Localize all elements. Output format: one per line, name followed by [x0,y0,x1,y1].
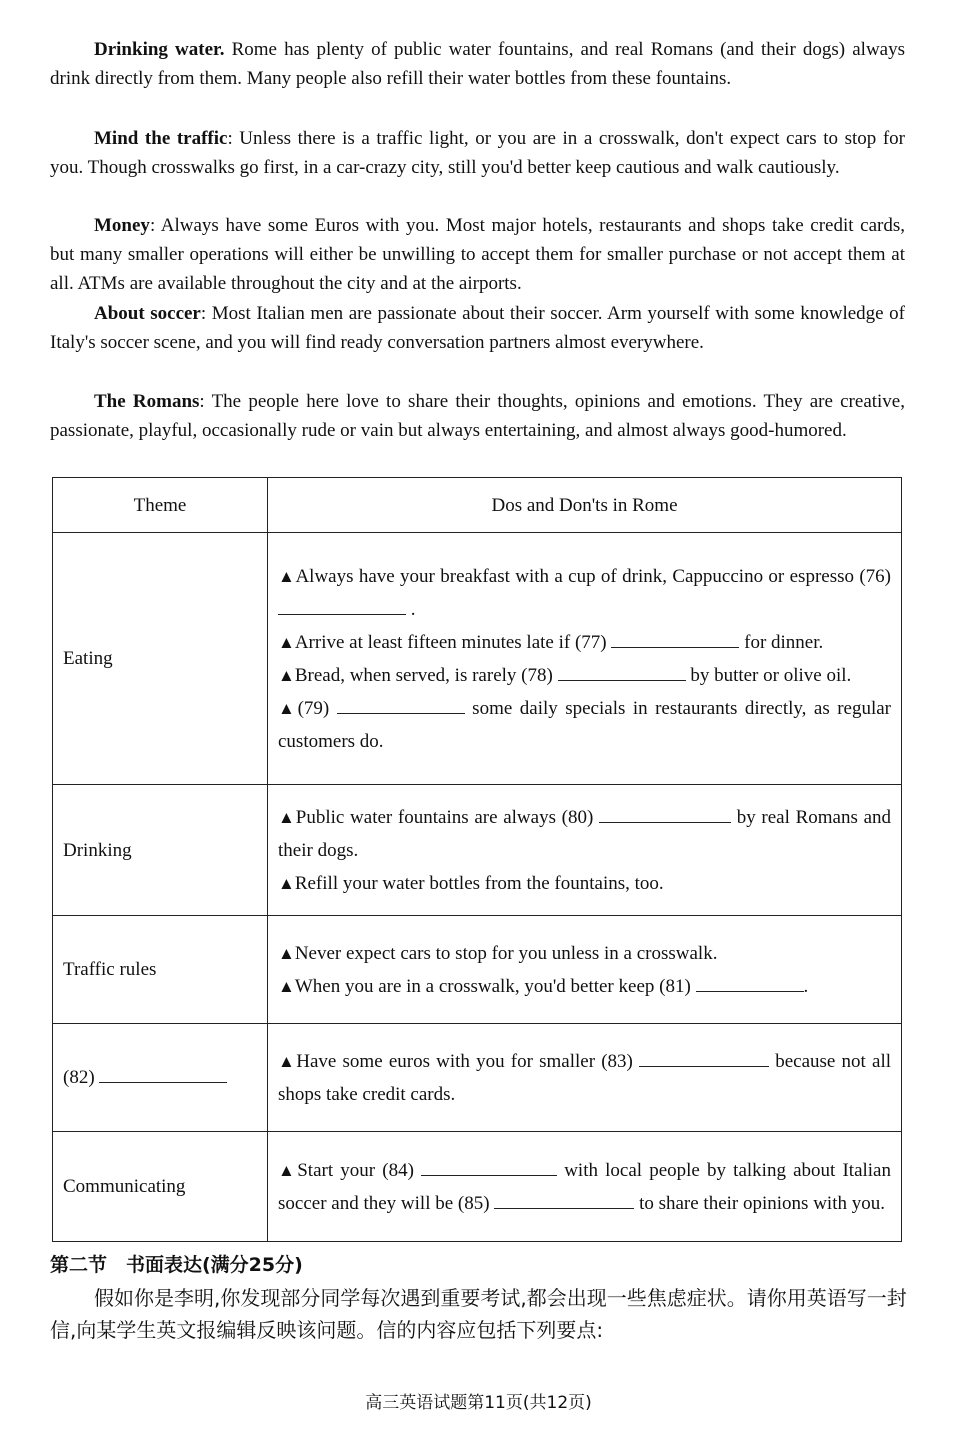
paragraph-mind-traffic: Mind the traffic: Unless there is a traffic light, or you are in a crosswalk, don't expect cars to stop for you. Though crosswalks go first, in a car-crazy city, still you'd better keep cautious and walk cautiously. [50,128,905,178]
table-row [53,533,902,785]
table-row [53,1132,902,1242]
triangle-bullet-icon: ▲ [278,807,296,827]
answer-blank-83[interactable] [639,1048,769,1067]
dos-cell [268,1024,902,1132]
list-item: ▲(79) some daily specials in restaurants directly, as regular customers do. [278,692,891,758]
paragraph-money: Money: Always have some Euros with you. Most major hotels, restaurants and shops take credit cards, but many smaller operations will either be unwilling to accept them for smaller purchase or not accept them at all. ATMs are available throughout the city and at the airports. [50,215,905,294]
theme-cell: Eating [53,533,268,785]
triangle-bullet-icon: ▲ [278,943,295,963]
paragraph-about-soccer: About soccer: Most Italian men are passionate about their soccer. Arm yourself with some knowledge of Italy's soccer scene, and you will find ready conversation partners almost everywhere. [50,303,906,353]
section-title: 第二节 书面表达(满分25分) [50,1254,303,1276]
paragraph-heading: The Romans [94,391,200,412]
table-header-row [53,478,902,533]
writing-prompt: 假如你是李明,你发现部分同学每次遇到重要考试,都会出现一些焦虑症状。请你用英语写一封信,向某学生英文报编辑反映该问题。信的内容应包括下列要点: [50,1286,907,1342]
paragraph-heading: Money [94,215,150,236]
paragraph-the-romans: The Romans: The people here love to share their thoughts, opinions and emotions. They are creative, passionate, playful, occasionally rude or vain but always entertaining, and almost always good-humored. [50,391,905,441]
answer-blank-79[interactable] [337,695,465,714]
list-item: ▲Arrive at least fifteen minutes late if (77) for dinner. [278,626,891,659]
triangle-bullet-icon: ▲ [278,1160,298,1180]
list-item: ▲When you are in a crosswalk, you'd better keep (81) . [278,970,891,1003]
answer-blank-77[interactable] [611,629,739,648]
triangle-bullet-icon: ▲ [278,632,295,652]
dos-cell [268,533,902,785]
triangle-bullet-icon: ▲ [278,976,295,996]
paragraph-drinking-water: Drinking water. Rome has plenty of public water fountains, and real Romans (and their dogs) always drink directly from them. Many people also refill their water bottles from these fountains. [50,39,905,89]
triangle-bullet-icon: ▲ [278,873,295,893]
paragraph-heading: Drinking water. [94,39,225,60]
answer-blank-78[interactable] [558,662,686,681]
theme-cell: (82) [53,1024,268,1132]
dos-cell [268,1132,902,1242]
answer-blank-76[interactable] [278,596,406,615]
theme-cell: Traffic rules [53,916,268,1024]
triangle-bullet-icon: ▲ [278,1051,297,1071]
list-item: ▲Refill your water bottles from the fountains, too. [278,872,664,894]
paragraph-heading: Mind the traffic [94,128,228,149]
header-theme: Theme [53,478,268,533]
list-item: ▲Always have your breakfast with a cup of drink, Cappuccino or espresso (76) . [278,565,891,620]
theme-cell: Drinking [53,785,268,916]
triangle-bullet-icon: ▲ [278,665,295,685]
list-item: ▲Never expect cars to stop for you unless in a crosswalk. [278,942,718,964]
list-item: ▲Public water fountains are always (80) by real Romans and their dogs. [278,801,891,867]
dos-donts-table [52,477,902,1242]
list-item: ▲Start your (84) with local people by talking about Italian soccer and they will be (85) to share their opinions with you. [278,1154,891,1220]
page-footer: 高三英语试题第11页(共12页) [365,1393,592,1413]
triangle-bullet-icon: ▲ [278,698,298,718]
theme-cell: Communicating [53,1132,268,1242]
triangle-bullet-icon: ▲ [278,566,296,586]
dos-cell [268,785,902,916]
dos-cell [268,916,902,1024]
answer-blank-80[interactable] [599,804,731,823]
header-dos-donts: Dos and Don'ts in Rome [268,478,902,533]
answer-blank-85[interactable] [494,1190,634,1209]
answer-blank-82[interactable] [99,1064,227,1083]
table-row [53,1024,902,1132]
list-item: ▲Bread, when served, is rarely (78) by butter or olive oil. [278,659,891,692]
list-item: ▲Have some euros with you for smaller (83) because not all shops take credit cards. [278,1045,891,1111]
table-row [53,916,902,1024]
table-row [53,785,902,916]
paragraph-heading: About soccer [94,303,201,324]
answer-blank-84[interactable] [421,1157,557,1176]
answer-blank-81[interactable] [696,973,804,992]
